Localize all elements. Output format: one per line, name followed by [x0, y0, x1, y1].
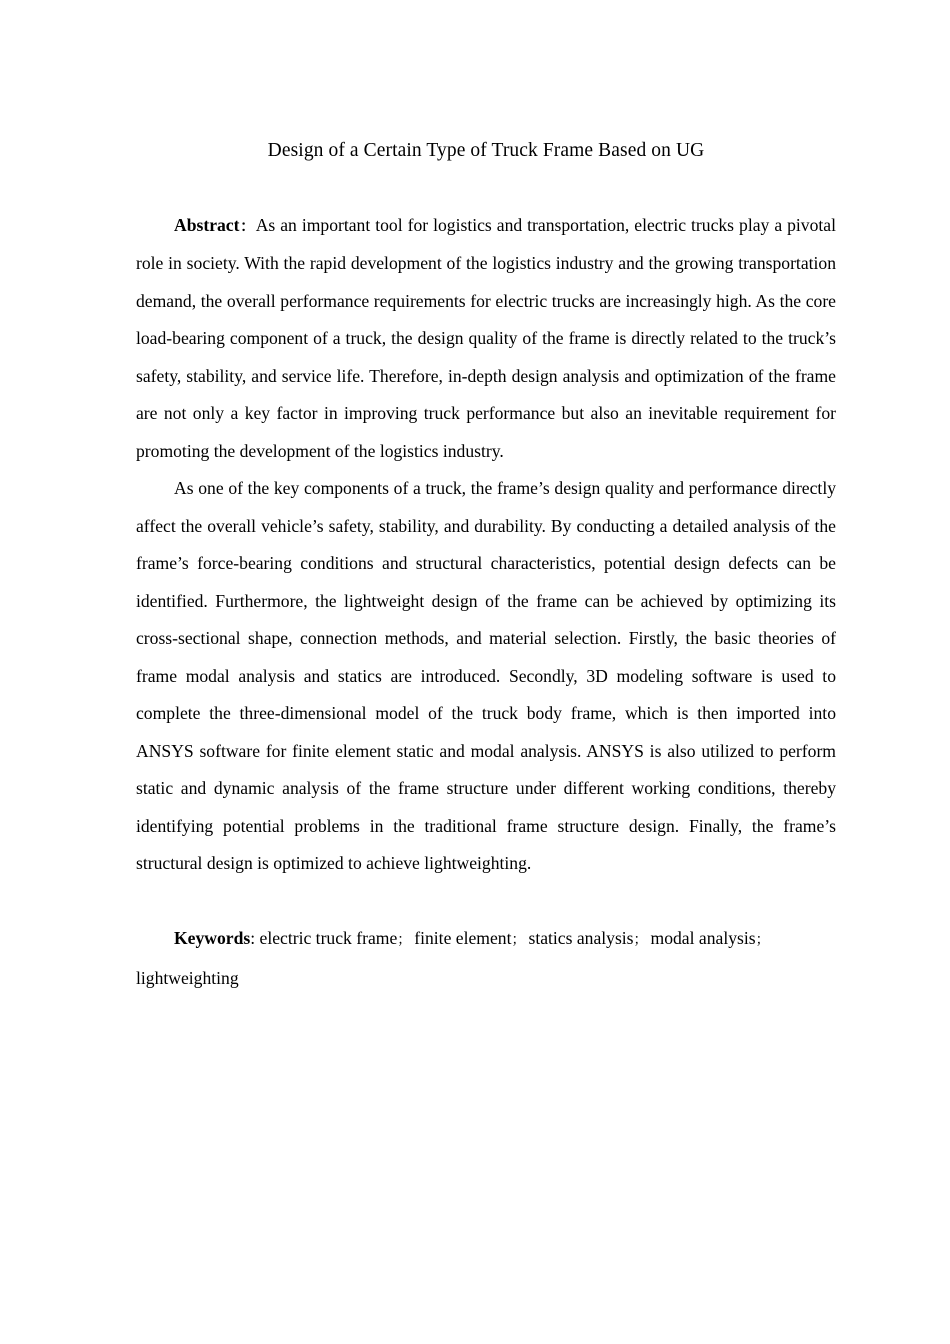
keyword-term: statics analysis — [528, 928, 634, 948]
abstract-text: As an important tool for logistics and transportation, electric trucks play a pivotal role in society. With the rapid development of the logistics industry and the growing transportation demand, the overall performance requirements for electric trucks are increasingly high. As the core load-bearing component of a truck, the design quality of the frame is directly related to the truck’s safety, stability, and service life. Therefore, in-depth design analysis and optimization of the frame are not only a key factor in improving truck performance but also an inevitable requirement for promoting the development of the logistics industry. — [136, 214, 836, 461]
abstract-label-separator: ： — [239, 216, 256, 235]
keyword-term: modal analysis — [650, 928, 756, 948]
keyword-term: finite element — [414, 928, 512, 948]
abstract-paragraph — [136, 207, 836, 471]
page-title: Design of a Certain Type of Truck Frame Based on UG — [267, 140, 705, 161]
keywords-label: Keywords — [174, 928, 251, 948]
keyword-term: electric truck frame — [255, 928, 398, 948]
keyword-separator: ； — [511, 932, 526, 948]
keyword-separator: ； — [633, 932, 648, 948]
abstract-label: Abstract — [174, 214, 240, 235]
keywords-paragraph — [136, 920, 836, 997]
text-column — [136, 0, 836, 997]
body-paragraph: As one of the key components of a truck, the frame’s design quality and performance directly affect the overall vehicle’s safety, stability, and durability. By conducting a detailed analysis of the frame’s force-bearing conditions and structural characteristics, potential design defects can be identified. Furthermore, the lightweight design of the frame can be achieved by optimizing its cross-sectional shape, connection methods, and material selection. Firstly, the basic theories of frame modal analysis and statics are introduced. Secondly, 3D modeling software is used to complete the three-dimensional model of the truck body frame, which is then imported into ANSYS software for finite element static and modal analysis. ANSYS is also utilized to perform static and dynamic analysis of the frame structure under different working conditions, thereby identifying potential problems in the traditional frame structure design. Finally, the frame’s structural design is optimized to achieve lightweighting. — [136, 478, 836, 873]
keyword-term: lightweighting — [136, 967, 239, 988]
keyword-separator: ； — [755, 932, 770, 948]
keyword-separator: ； — [397, 932, 412, 948]
keywords-label-separator: : — [250, 928, 256, 948]
